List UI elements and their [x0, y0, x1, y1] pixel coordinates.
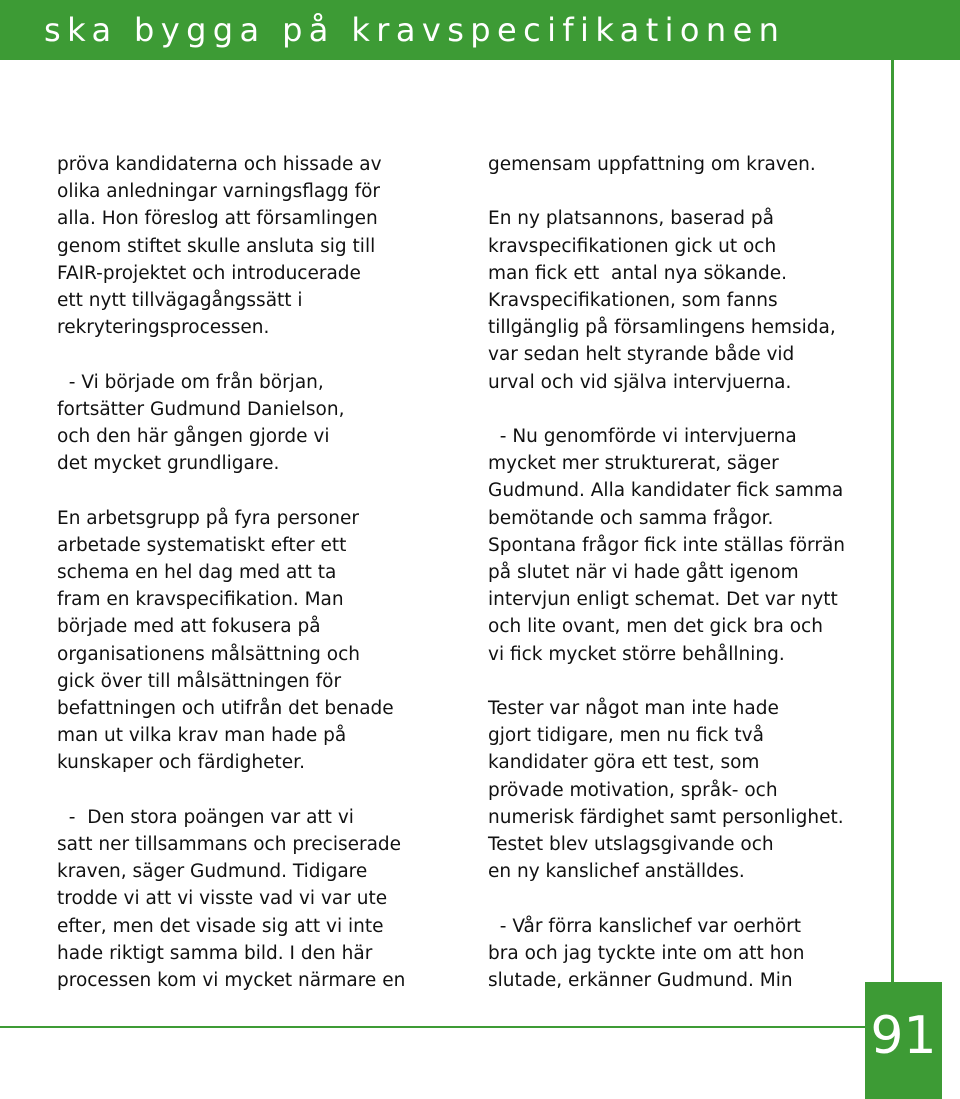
text-line: efter, men det visade sig att vi inte: [57, 915, 384, 937]
text-line: Gudmund. Alla kandidater fick samma: [488, 480, 844, 502]
text-line: trodde vi att vi visste vad vi var ute: [57, 888, 388, 910]
article-paragraph: [57, 804, 457, 994]
text-line: pröva kandidaterna och hissade av: [57, 154, 382, 175]
text-line: organisationens målsättning och: [57, 643, 360, 665]
vertical-rule: [891, 60, 894, 982]
article-paragraph: [488, 151, 888, 178]
text-line: fram en kravspecifikation. Man: [57, 589, 344, 611]
text-line: - Den stora poängen var att vi: [57, 806, 354, 828]
article-paragraph: [488, 913, 888, 995]
left-text-column: [57, 151, 457, 1021]
page-number: 91: [870, 1006, 937, 1066]
text-line: gick över till målsättningen för: [57, 670, 342, 692]
text-line: man fick ett antal nya sökande.: [488, 262, 788, 284]
horizontal-rule: [0, 1026, 865, 1028]
text-line: satt ner tillsammans och preciserade: [57, 834, 402, 856]
text-line: urval och vid själva intervjuerna.: [488, 371, 792, 393]
text-line: och lite ovant, men det gick bra och: [488, 616, 823, 638]
text-line: gjort tidigare, men nu fick två: [488, 725, 764, 747]
text-line: Tester var något man inte hade: [488, 698, 779, 720]
text-line: kandidater göra ett test, som: [488, 752, 760, 774]
text-line: - Nu genomförde vi intervjuerna: [488, 426, 797, 447]
text-line: befattningen och utifrån det benade: [57, 698, 394, 720]
text-line: det mycket grundligare.: [57, 453, 280, 475]
text-line: prövade motivation, språk- och: [488, 779, 778, 801]
text-line: schema en hel dag med att ta: [57, 562, 337, 584]
text-line: på slutet när vi hade gått igenom: [488, 562, 799, 584]
text-line: gemensam uppfattning om kraven.: [488, 154, 816, 175]
right-text-column: [488, 151, 888, 1021]
text-line: - Vår förra kanslichef var oerhört: [488, 915, 801, 937]
text-line: - Vi började om från början,: [57, 371, 324, 393]
text-line: arbetade systematiskt efter ett: [57, 534, 347, 556]
text-line: Kravspecifikationen, som fanns: [488, 290, 778, 311]
text-line: började med att fokusera på: [57, 616, 321, 638]
text-line: intervjun enligt schemat. Det var nytt: [488, 589, 838, 611]
article-paragraph: [57, 505, 457, 777]
text-line: och den här gången gjorde vi: [57, 426, 330, 448]
text-line: fortsätter Gudmund Danielson,: [57, 398, 345, 420]
text-line: kraven, säger Gudmund. Tidigare: [57, 861, 368, 883]
text-line: En arbetsgrupp på fyra personer: [57, 507, 360, 529]
text-line: En ny platsannons, baserad på: [488, 208, 774, 230]
text-line: genom stiftet skulle ansluta sig till: [57, 235, 376, 257]
article-paragraph: [488, 205, 888, 395]
article-paragraph: [488, 695, 888, 885]
text-line: mycket mer strukturerat, säger: [488, 453, 779, 475]
text-line: ett nytt tillvägagångssätt i: [57, 290, 303, 312]
text-line: var sedan helt styrande både vid: [488, 344, 795, 366]
header-title: ska bygga på kravspecifikationen: [44, 11, 786, 49]
page-header-band: [0, 0, 960, 60]
text-line: olika anledningar varningsflagg för: [57, 181, 381, 203]
text-line: numerisk färdighet samt personlighet.: [488, 806, 844, 828]
text-line: man ut vilka krav man hade på: [57, 725, 347, 747]
text-line: processen kom vi mycket närmare en: [57, 970, 406, 992]
text-line: kravspecifikationen gick ut och: [488, 235, 777, 257]
text-line: Spontana frågor fick inte ställas förrän: [488, 534, 846, 556]
text-line: rekryteringsprocessen.: [57, 317, 270, 339]
text-line: bemötande och samma frågor.: [488, 507, 774, 529]
text-line: bra och jag tyckte inte om att hon: [488, 942, 805, 964]
article-paragraph: [488, 423, 888, 668]
article-paragraph: [57, 151, 457, 341]
article-paragraph: [57, 369, 457, 478]
text-line: en ny kanslichef anställdes.: [488, 861, 745, 883]
text-line: vi fick mycket större behållning.: [488, 643, 785, 665]
text-line: alla. Hon föreslog att församlingen: [57, 208, 378, 230]
text-line: tillgänglig på församlingens hemsida,: [488, 317, 836, 339]
text-line: slutade, erkänner Gudmund. Min: [488, 970, 793, 992]
text-line: FAIR-projektet och introducerade: [57, 262, 361, 284]
text-line: Testet blev utslagsgivande och: [488, 834, 774, 856]
text-line: kunskaper och färdigheter.: [57, 752, 305, 774]
text-line: hade riktigt samma bild. I den här: [57, 942, 373, 964]
